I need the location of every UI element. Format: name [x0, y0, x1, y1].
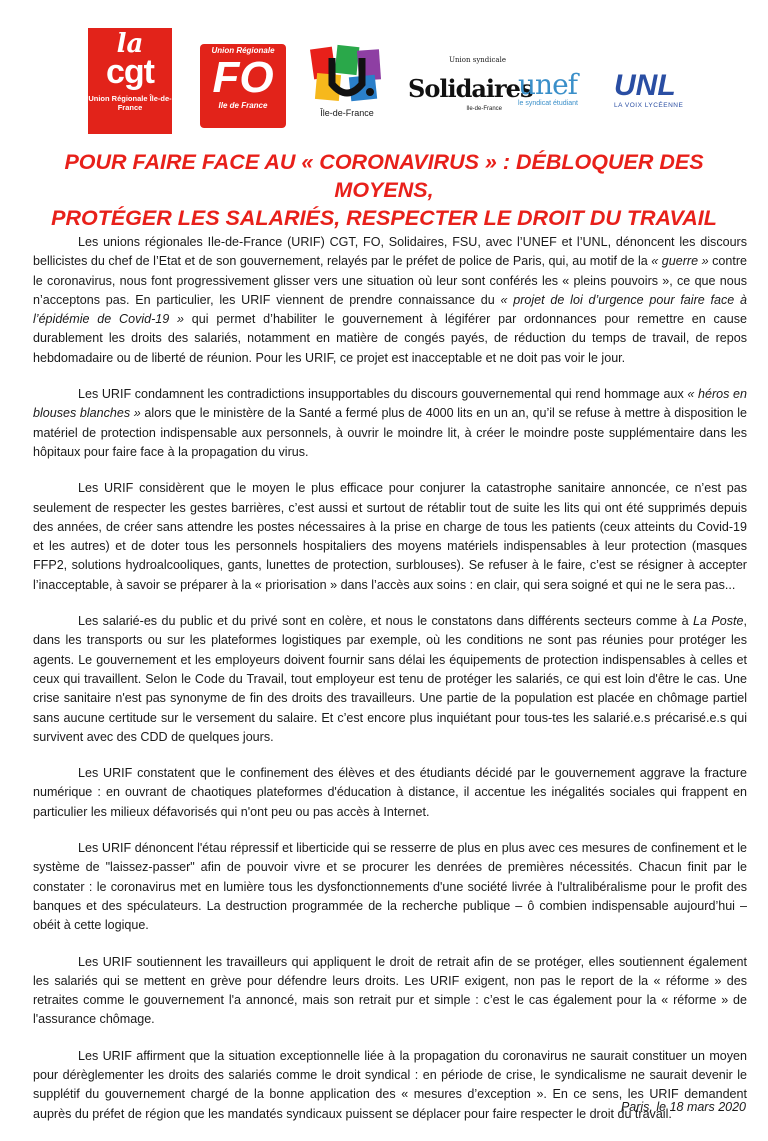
page-title — [30, 148, 738, 232]
signature-date: Paris, le 18 mars 2020 — [620, 1100, 746, 1114]
fsu-logo-icon — [310, 44, 384, 106]
document-body — [33, 233, 747, 1141]
solidaires-logo — [406, 56, 533, 124]
page-title-line-1: POUR FAIRE FACE AU « CORONAVIRUS » : DÉBLOQUER DES MOYENS, — [64, 150, 704, 202]
cgt-logo — [88, 28, 172, 134]
solidaires-logo-subtitle: Ile-de-France — [466, 106, 502, 112]
paragraph-4-text-c: , dans les transports ou sur les plateformes logistiques par exemple, où les conditions ne sont pas réunies pour protéger les agents. Le gouvernement et les employeurs doivent fournir sans délai les équipements de protection indispensables à celles et ceux qui travaillent. Selon le Code du Travail, tout employeur est tenu de protéger les salariés, ce qui est loin d'être le cas. Une crise sanitaire n'est pas synonyme de fin des droits des travailleurs. Une partie de la population est placée en chômage partiel sans aucune certitude sur le versement du salaire. Et c’est encore plus inquiétant pour tous-tes les salarié.e.s précarisé.e.s qui survivent avec des CDD de quelques jours. — [33, 614, 748, 744]
cgt-logo-subtitle: Union Régionale Île-de-France — [88, 94, 172, 112]
paragraph-1-quote-projet: « projet de loi d’urgence pour faire face à l’épidémie de Covid-19 » — [33, 292, 747, 327]
unl-logo-subtitle: LA VOIX LYCÉENNE — [614, 102, 684, 109]
cgt-logo-la: la — [116, 29, 144, 59]
paragraph-1-text-a: Les unions régionales Ile-de-France (URIF) CGT, FO, Solidaires, FSU, avec l’UNEF et l’UNL, dénoncent les discours bellicistes du chef de l’Etat et de son gouvernement, relayés par le préfet de police de Paris, qui, au motif de la — [33, 235, 747, 269]
fo-logo — [200, 44, 286, 128]
paragraph-5: Les URIF constatent que le confinement des élèves et des étudiants décidé par le gouvernement aggrave la fracture numérique : en ouvrant de chaotiques plateformes d'éducation à distance, il accentue les inégalités sociales qui frappent en particulier les milieux défavorisés qui n'ont peu ou pas accès à Internet. — [33, 766, 747, 819]
page-title-line-2: PROTÉGER LES SALARIÉS, RESPECTER LE DROIT DU TRAVAIL — [51, 206, 717, 230]
fo-logo-top: Union Régionale — [211, 46, 275, 55]
paragraph-1-quote-guerre: « guerre » — [651, 254, 709, 269]
paragraph-1 — [33, 233, 747, 368]
paragraph-4-la-poste: La Poste — [693, 614, 744, 629]
paragraph-6: Les URIF dénoncent l'étau répressif et liberticide qui se resserre de plus en plus avec ces mesures de confinement et le système de "laissez-passer" afin de pouvoir vivre et se procurer les denrées de premières nécessités. Chacun finit par le constater : le coronavirus met en lumière tous les dysfonctionnements d'une société livrée à l'ultralibéralisme pour le profit des banques et des spéculateurs. La destruction programmée de la recherche publique – ô combien indispensable aujourd’hui – obéit à cette logique. — [33, 841, 747, 933]
paragraph-8: Les URIF affirment que la situation exceptionnelle liée à la propagation du coronavirus ne saurait constituer un moyen pour dérèglementer les droits des salariés comme le droit syndical : en période de crise, le syndicalisme ne saurait devenir le supplétif du gouvernement chargé de la bonne application des « mesures d’exception ». En ce sens, les URIF demandent auprès du préfet de région que les mandatés syndicaux puissent se déplacer pour faire respecter le droit du travail. — [33, 1048, 747, 1121]
unef-logo-subtitle: le syndicat étudiant — [518, 100, 578, 107]
solidaires-logo-text: Solidaires — [408, 74, 533, 103]
fsu-logo-mark — [310, 44, 384, 106]
paragraph-4-text-a: Les salarié-es du public et du privé sont en colère, et nous le constatons dans différents secteurs comme à — [78, 614, 694, 629]
paragraph-1-text-c: contre le coronavirus, nous font progressivement glisser vers une situation où leur sont conférés les « pleins pouvoirs », ce que nous n’acceptons pas. En particulier, les URIF viennent de prendre connaissance du — [33, 254, 747, 307]
paragraph-3: Les URIF considèrent que le moyen le plus efficace pour conjurer la catastrophe sanitaire annoncée, ce n’est pas seulement de respecter les gestes barrières, c’est aussi et surtout de rétablir tout de suite les lits qui ont été supprimés depuis des années, de créer sans attendre les postes nécessaires à la prise en charge de tous les patients (ceux atteints du Covid-19 et les autres) et de doter tous les personnels hospitaliers des moyens matériels indispensables à leur protection (masques FFP2, solutions hydroalcooliques, gants, lunettes de protection, surblouses). Se refuser à le faire, c’est se résigner à accepter l’inacceptable, à savoir se préparer à la « priorisation » dans l’accès aux soins : en clair, qui sera soigné et qui ne le sera pas... — [33, 481, 747, 592]
unl-logo-text: UNL — [614, 69, 676, 102]
cgt-logo-text: cgt — [106, 53, 154, 91]
paragraph-2 — [33, 385, 747, 462]
paragraph-7: Les URIF soutiennent les travailleurs qui appliquent le droit de retrait afin de se protéger, elles soutiennent également les salariés qui se mettent en grève pour défendre leurs droits. Les URIF exigent, non pas le report de la « réforme » des retraites comme le gouvernement l'a annoncé, mais son retrait pur et simple : c’est le cas également pour la « réforme » de l'assurance chômage. — [33, 954, 747, 1027]
paragraph-1-text-e: qui permet d’habiliter le gouvernement à légiférer par ordonnances pour remettre en cause durablement les droits des salariés, notamment en matière de congés payés, de réduction du temps de travail, de repos hebdomadaire ou de liberté de réunion. Pour les URIF, ce projet est inacceptable et ne doit pas voir le jour. — [33, 312, 747, 365]
unef-logo — [518, 70, 610, 126]
unef-logo-text: unef — [518, 68, 577, 101]
fsu-logo-subtitle: Île-de-France — [320, 108, 374, 118]
unl-logo — [614, 70, 706, 126]
paragraph-2-text-c: alors que le ministère de la Santé a fermé plus de 4000 lits en un an, qu’il se refuse à mettre à disposition le matériel de protection indispensable aux personnels, à ouvrir le moindre lit, à créer le moindre poste supplémentaire dans les hôpitaux pour faire face à la propagation du virus. — [33, 406, 747, 459]
paragraph-2-quote: « héros en blouses blanches » — [33, 387, 747, 421]
solidaires-logo-top: Union syndicale — [449, 56, 506, 64]
paragraph-2-text-a: Les URIF condamnent les contradictions insupportables du discours gouvernemental qui rend hommage aux — [78, 387, 688, 402]
fo-logo-subtitle: Ile de France — [218, 101, 268, 110]
paragraph-4 — [33, 612, 747, 747]
fo-logo-text: FO — [212, 53, 274, 102]
logo-bar — [0, 24, 768, 136]
fsu-logo — [310, 44, 384, 130]
